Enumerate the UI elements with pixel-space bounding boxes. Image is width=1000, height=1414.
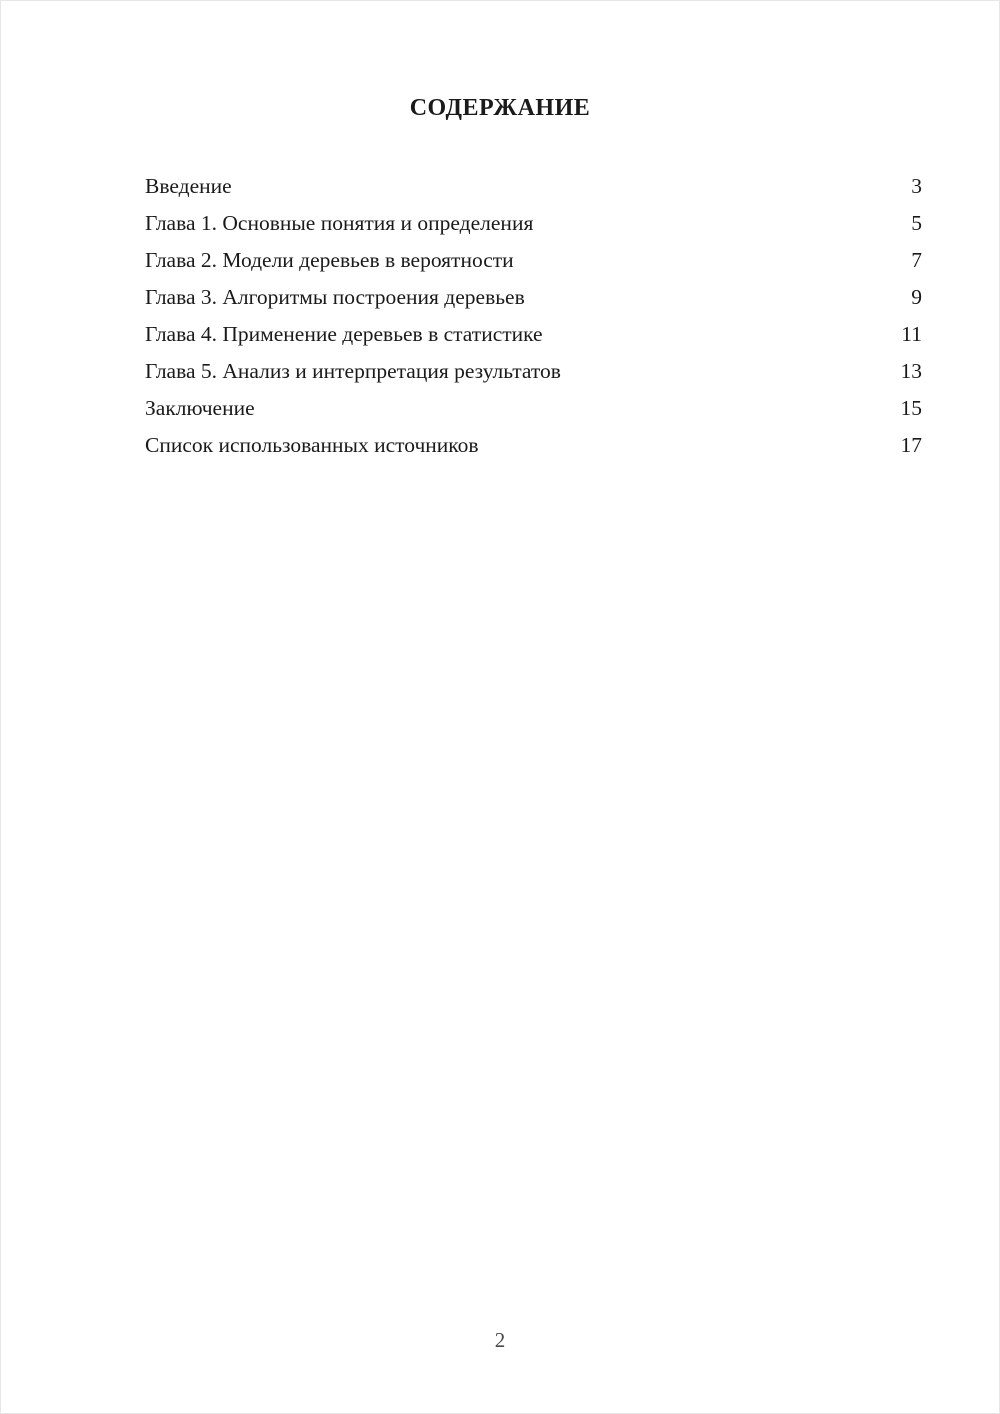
toc-entry-label: Глава 2. Модели деревьев в вероятности	[145, 248, 514, 272]
toc-entry-page: 17	[900, 433, 922, 457]
toc-entry-page: 3	[911, 174, 922, 198]
toc-entry	[145, 279, 922, 316]
toc-entry-label: Заключение	[145, 396, 255, 420]
toc-entry	[145, 427, 922, 464]
toc-entry-page: 9	[911, 285, 922, 309]
toc-entry-page: 13	[900, 359, 922, 383]
page-title: СОДЕРЖАНИЕ	[409, 95, 591, 121]
toc-entry-page: 5	[911, 211, 922, 235]
toc-entry	[145, 316, 922, 353]
page-number: 2	[494, 1328, 506, 1352]
toc-entry	[145, 390, 922, 427]
toc-entry	[145, 242, 922, 279]
toc-entry-label: Глава 1. Основные понятия и определения	[145, 211, 534, 235]
toc-entry	[145, 353, 922, 390]
toc-entry-label: Глава 4. Применение деревьев в статистике	[145, 322, 543, 346]
table-of-contents	[145, 168, 922, 464]
toc-entry-label: Список использованных источников	[145, 433, 479, 457]
toc-entry	[145, 168, 922, 205]
toc-entry-page: 7	[911, 248, 922, 272]
toc-entry-label: Введение	[145, 174, 232, 198]
toc-entry	[145, 205, 922, 242]
toc-entry-label: Глава 3. Алгоритмы построения деревьев	[145, 285, 525, 309]
toc-entry-page: 15	[900, 396, 922, 420]
toc-entry-page: 11	[901, 322, 922, 346]
toc-entry-label: Глава 5. Анализ и интерпретация результатов	[145, 359, 561, 383]
